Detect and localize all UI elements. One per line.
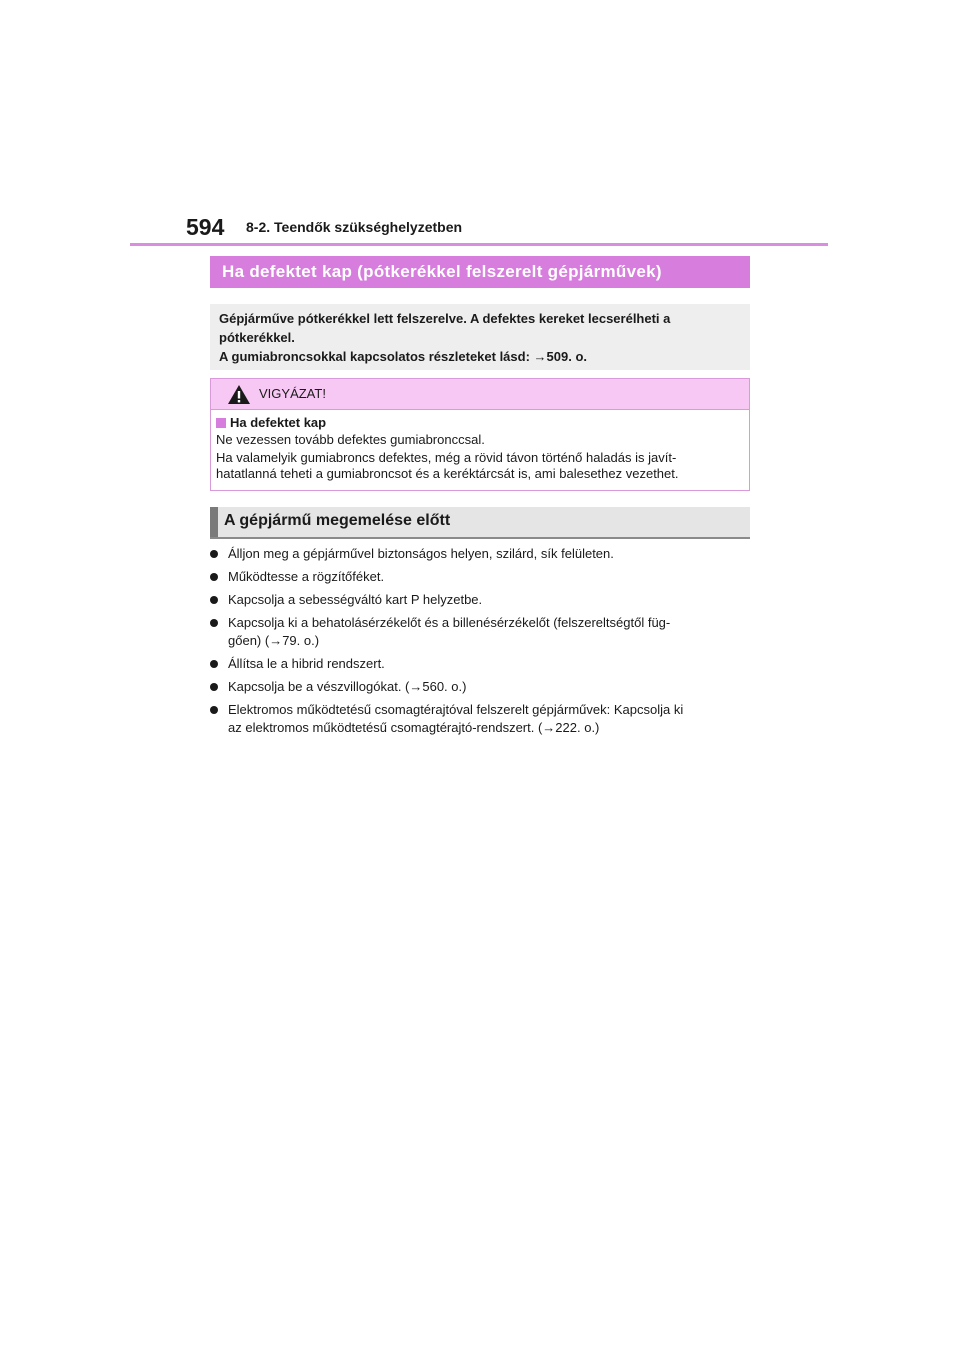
warning-box [210,378,750,491]
list-item [208,545,748,563]
warning-text: Ha valamelyik gumiabroncs defektes, még a rövid távon történő haladás is javít- [216,450,677,465]
list-item-text: Kapcsolja a sebességváltó kart P helyzetbe. [228,592,483,607]
list-item [208,701,748,737]
intro-line: Gépjárműve pótkerékkel lett felszerelve. A defektes kereket lecserélheti a [219,311,671,326]
chapter-title: 8-2. Teendők szükséghelyzetben [246,219,463,235]
warning-subtitle [216,414,744,431]
square-bullet-icon [216,418,226,428]
list-item [208,678,748,696]
warning-subtitle-text: Ha defektet kap [230,415,327,430]
list-item-text: Elektromos működtetésű csomagtérajtóval felszerelt gépjárművek: Kapcsolja ki [228,702,684,717]
list-item-text-continued: az elektromos működtetésű csomagtérajtó-rendszert. (→222. o.) [228,720,600,735]
subsection-title: A gépjármű megemelése előtt [224,512,451,529]
bullet-dot-icon [210,596,218,604]
list-item [208,655,748,673]
bullet-dot-icon [210,706,218,714]
bullet-dot-icon [210,683,218,691]
list-item [208,614,748,650]
list-item-text-continued: gően) (→79. o.) [228,633,320,648]
subsection-accent-bar [210,507,218,537]
subsection-header [210,507,750,539]
warning-text: Ne vezessen tovább defektes gumiabronccsal. [216,432,485,447]
bullet-dot-icon [210,573,218,581]
warning-text: hatatlanná teheti a gumiabroncsot és a keréktárcsát is, ami balesethez vezethet. [216,466,679,481]
bullet-dot-icon [210,660,218,668]
intro-line: A gumiabroncsokkal kapcsolatos részleteket lásd: →509. o. [219,349,587,364]
warning-title: VIGYÁZAT! [259,386,326,401]
intro-box [210,304,750,370]
warning-header [211,379,749,410]
bullet-list [208,545,748,742]
page-number: 594 [186,214,225,240]
warning-triangle-icon [227,384,251,405]
list-item-text: Működtesse a rögzítőféket. [228,569,385,584]
list-item-text: Állítsa le a hibrid rendszert. [228,656,385,671]
list-item-text: Kapcsolja ki a behatolásérzékelőt és a billenésérzékelőt (felszereltségtől füg- [228,615,671,630]
list-item-text: Álljon meg a gépjárművel biztonságos helyen, szilárd, sík felületen. [228,546,614,561]
intro-line: pótkerékkel. [219,330,295,345]
bullet-dot-icon [210,619,218,627]
bullet-dot-icon [210,550,218,558]
header-rule [130,243,828,246]
list-item-text: Kapcsolja be a vészvillogókat. (→560. o.) [228,679,467,694]
section-banner: Ha defektet kap (pótkerékkel felszerelt gépjárművek) [210,256,750,288]
list-item [208,591,748,609]
list-item [208,568,748,586]
warning-body [211,410,749,482]
